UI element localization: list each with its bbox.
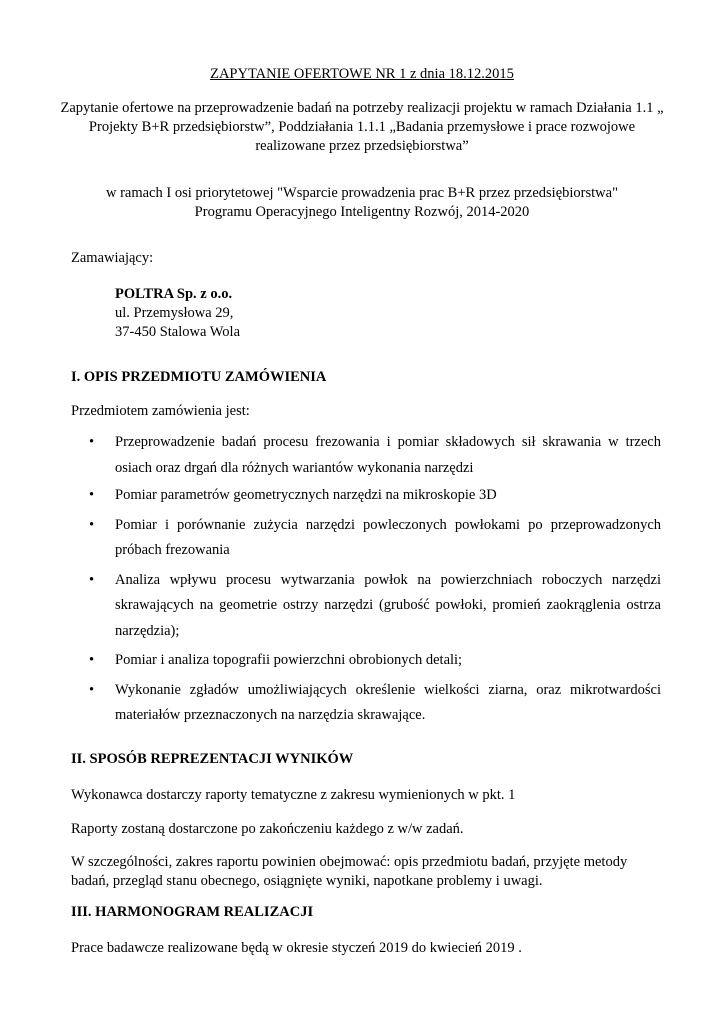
section3-paragraph-1: Prace badawcze realizowane będą w okresie styczeń 2019 do kwiecień 2019 . [71,940,522,956]
orderer-city: 37-450 Stalowa Wola [115,324,241,340]
orderer-name: POLTRA Sp. z o.o. [115,286,233,302]
list-item: • Pomiar parametrów geometrycznych narzędzi na mikroskopie 3D [71,483,661,509]
section3-heading: III. HARMONOGRAM REALIZACJI [71,904,314,920]
orderer-label: Zamawiający: [71,250,154,266]
bullet-icon: • [89,652,95,668]
bullet-icon: • [89,571,95,588]
bullet-icon: • [89,681,95,698]
list-item: • Pomiar i analiza topografii powierzchni obrobionych detali; [71,648,661,674]
section2-heading: II. SPOSÓB REPREZENTACJI WYNIKÓW [71,751,354,767]
orderer-street: ul. Przemysłowa 29, [115,305,234,321]
list-item: • Przeprowadzenie badań procesu frezowania i pomiar składowych sił skrawania w trzech osiach oraz drgań dla różnych wariantów wykonania narzędzi [71,430,661,481]
program-line-2: Programu Operacyjnego Inteligentny Rozwój, 2014-2020 [194,204,530,220]
orderer-address [115,285,240,342]
bullet-icon: • [89,516,95,533]
list-item: • Wykonanie zgładów umożliwiających określenie wielkości ziarna, oraz mikrotwardości materiałów przeznaczonych na narzędzia skrawające. [71,678,661,729]
requirements-list [71,430,661,729]
section1-heading: I. OPIS PRZEDMIOTU ZAMÓWIENIA [71,369,327,385]
bullet-icon: • [89,487,95,503]
section2-paragraph-3: W szczególności, zakres raportu powinien obejmować: opis przedmiotu badań, przyjęte metody badań, przegląd stanu obecnego, osiągnięte wyniki, napotkane problemy i uwagi. [71,854,628,889]
bullet-icon: • [89,434,95,450]
section2-paragraph-2: Raporty zostaną dostarczone po zakończeniu każdego z w/w zadań. [71,821,464,837]
list-item: • Analiza wpływu procesu wytwarzania powłok na powierzchniach roboczych narzędzi skrawających na geometrie ostrzy narzędzi (grubość powłoki, promień zaokrąglenia ostrza narzędzia); [71,568,661,645]
section1-intro: Przedmiotem zamówienia jest: [71,403,250,419]
list-item: • Pomiar i porównanie zużycia narzędzi powleczonych powłokami po przeprowadzonych próbach frezowania [71,513,661,564]
program-line-1: w ramach I osi priorytetowej "Wsparcie prowadzenia prac B+R przez przedsiębiorstwa" [105,185,618,201]
section2-paragraph-1: Wykonawca dostarczy raporty tematyczne z zakresu wymienionych w pkt. 1 [71,787,516,803]
program-info [60,184,664,222]
document-title: ZAPYTANIE OFERTOWE NR 1 z dnia 18.12.2015 [210,66,514,82]
document-subtitle: Zapytanie ofertowe na przeprowadzenie badań na potrzeby realizacji projektu w ramach Działania 1.1 „ Projekty B+R przedsiębiorstw”, Poddziałania 1.1.1 „Badania przemysłowe i prace rozwojowe realizowane przez przedsiębiorstwa” [60,100,664,154]
